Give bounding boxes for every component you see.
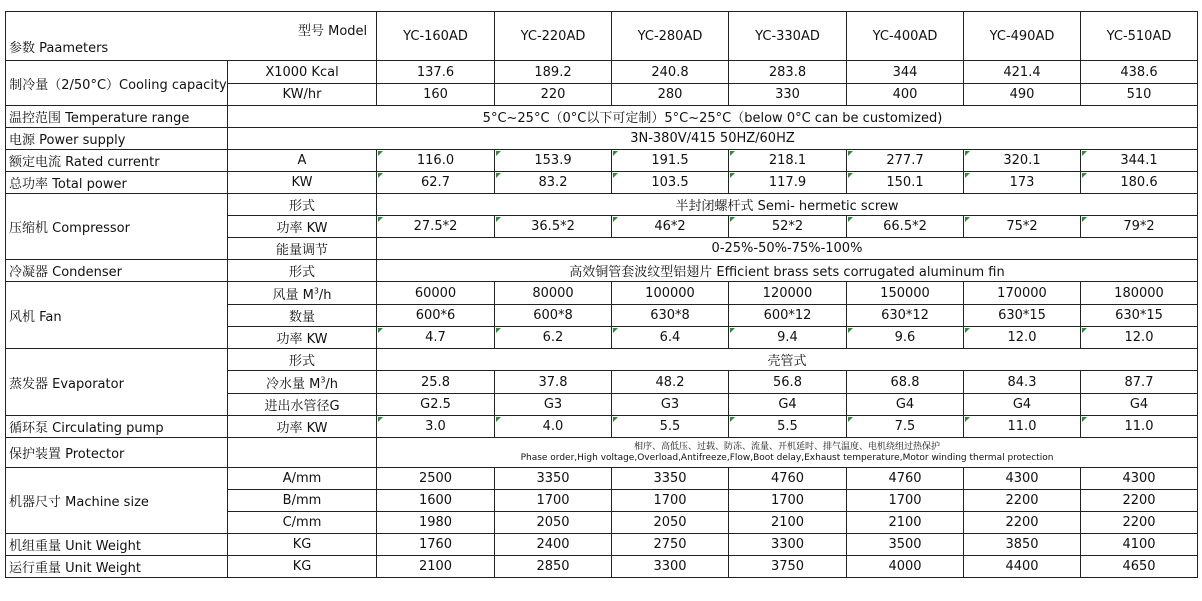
value-cell: 4760 bbox=[847, 468, 964, 490]
value-cell: 100000 bbox=[612, 282, 729, 305]
value-cell: 3350 bbox=[495, 468, 612, 490]
value-cell: 87.7 bbox=[1081, 371, 1198, 394]
unit-suffix: /h bbox=[318, 287, 332, 303]
value-cell: 75*2 bbox=[964, 216, 1081, 238]
value-cell: 2200 bbox=[964, 512, 1081, 534]
value-cell: 2100 bbox=[729, 512, 847, 534]
value-cell: 27.5*2 bbox=[377, 216, 495, 238]
value-cell: 116.0 bbox=[377, 150, 495, 172]
value-cell: 52*2 bbox=[729, 216, 847, 238]
value-cell: 3350 bbox=[612, 468, 729, 490]
value-cell: 2050 bbox=[612, 512, 729, 534]
unit-label: C/mm bbox=[228, 512, 377, 534]
value-cell: 277.7 bbox=[847, 150, 964, 172]
fan-airflow-unit bbox=[228, 282, 377, 305]
value-cell: 153.9 bbox=[495, 150, 612, 172]
value-cell: 1760 bbox=[377, 534, 495, 556]
value-cell: 56.8 bbox=[729, 371, 847, 394]
protector-empty-unit bbox=[228, 438, 377, 468]
value-cell: 630*8 bbox=[612, 305, 729, 327]
value-cell: 1980 bbox=[377, 512, 495, 534]
value-cell: G4 bbox=[964, 394, 1081, 416]
model-name: YC-330AD bbox=[729, 12, 847, 61]
value-cell: 600*6 bbox=[377, 305, 495, 327]
value-cell: 3.0 bbox=[377, 416, 495, 438]
value-cell: 4000 bbox=[847, 556, 964, 578]
value-cell: 150000 bbox=[847, 282, 964, 305]
value-cell: 160 bbox=[377, 84, 495, 106]
value-cell: 9.4 bbox=[729, 327, 847, 349]
total-power-row bbox=[6, 172, 1198, 194]
params-label: 参数 Paameters bbox=[9, 41, 109, 56]
value-cell: 66.5*2 bbox=[847, 216, 964, 238]
value-cell: 11.0 bbox=[1081, 416, 1198, 438]
model-label: 型号 Model bbox=[298, 24, 368, 39]
unit-text: 风量 M bbox=[272, 287, 314, 303]
value-cell: 4300 bbox=[1081, 468, 1198, 490]
total-power-label: 总功率 Total power bbox=[6, 172, 228, 194]
compressor-row bbox=[6, 194, 1198, 216]
unit-label: X1000 Kcal bbox=[228, 61, 377, 84]
power-supply-row bbox=[6, 128, 1198, 150]
value-cell: G4 bbox=[1081, 394, 1198, 416]
value-cell: 191.5 bbox=[612, 150, 729, 172]
value-cell: 218.1 bbox=[729, 150, 847, 172]
unit-label: 进出水管径G bbox=[228, 394, 377, 416]
value-cell: 4760 bbox=[729, 468, 847, 490]
cooling-row bbox=[6, 61, 1198, 84]
compressor-type: 半封闭螺杆式 Semi- hermetic screw bbox=[377, 194, 1198, 216]
unit-label: 能量调节 bbox=[228, 238, 377, 260]
value-cell: 240.8 bbox=[612, 61, 729, 84]
value-cell: 80000 bbox=[495, 282, 612, 305]
value-cell: 283.8 bbox=[729, 61, 847, 84]
value-cell: 4100 bbox=[1081, 534, 1198, 556]
protector-cn: 相序、高低压、过载、防冻、流量、开机延时、排气温度、电机绕组过热保护 bbox=[633, 441, 940, 452]
value-cell: 1600 bbox=[377, 490, 495, 512]
value-cell: 36.5*2 bbox=[495, 216, 612, 238]
value-cell: 2200 bbox=[1081, 512, 1198, 534]
value-cell: 117.9 bbox=[729, 172, 847, 194]
unit-label: KG bbox=[228, 556, 377, 578]
value-cell: 1700 bbox=[495, 490, 612, 512]
condenser-type: 高效铜管套波纹型铝翅片 Efficient brass sets corrugated aluminum fin bbox=[377, 260, 1198, 282]
unit-label: 形式 bbox=[228, 194, 377, 216]
value-cell: 421.4 bbox=[964, 61, 1081, 84]
evaporator-row bbox=[6, 349, 1198, 371]
value-cell: 630*15 bbox=[964, 305, 1081, 327]
compressor-energy: 0-25%-50%-75%-100% bbox=[377, 238, 1198, 260]
value-cell: 180.6 bbox=[1081, 172, 1198, 194]
value-cell: 400 bbox=[847, 84, 964, 106]
value-cell: G4 bbox=[847, 394, 964, 416]
value-cell: 12.0 bbox=[1081, 327, 1198, 349]
value-cell: 120000 bbox=[729, 282, 847, 305]
value-cell: 2750 bbox=[612, 534, 729, 556]
unit-label: 形式 bbox=[228, 349, 377, 371]
value-cell: 438.6 bbox=[1081, 61, 1198, 84]
unit-weight-label: 机组重量 Unit Weight bbox=[6, 534, 228, 556]
value-cell: 2100 bbox=[847, 512, 964, 534]
model-name: YC-160AD bbox=[377, 12, 495, 61]
protector-label: 保护装置 Protector bbox=[6, 438, 228, 468]
protector-value bbox=[377, 438, 1198, 468]
unit-weight-row bbox=[6, 534, 1198, 556]
value-cell: 2400 bbox=[495, 534, 612, 556]
header-corner bbox=[6, 12, 377, 61]
temp-range-value: 5°C~25°C（0°C以下可定制）5°C~25°C（below 0°C can be customized) bbox=[228, 106, 1198, 128]
value-cell: 150.1 bbox=[847, 172, 964, 194]
value-cell: 62.7 bbox=[377, 172, 495, 194]
value-cell: 2500 bbox=[377, 468, 495, 490]
value-cell: 6.4 bbox=[612, 327, 729, 349]
header-row bbox=[6, 12, 1198, 61]
value-cell: 2200 bbox=[1081, 490, 1198, 512]
unit-label: 功率 KW bbox=[228, 327, 377, 349]
value-cell: 510 bbox=[1081, 84, 1198, 106]
value-cell: 12.0 bbox=[964, 327, 1081, 349]
unit-suffix: /h bbox=[325, 376, 339, 392]
value-cell: 4.7 bbox=[377, 327, 495, 349]
compressor-label: 压缩机 Compressor bbox=[6, 194, 228, 260]
value-cell: 600*12 bbox=[729, 305, 847, 327]
value-cell: 4.0 bbox=[495, 416, 612, 438]
model-name: YC-510AD bbox=[1081, 12, 1198, 61]
value-cell: 280 bbox=[612, 84, 729, 106]
value-cell: 3750 bbox=[729, 556, 847, 578]
run-weight-row bbox=[6, 556, 1198, 578]
value-cell: 4650 bbox=[1081, 556, 1198, 578]
value-cell: 1700 bbox=[612, 490, 729, 512]
unit-text: 冷水量 M bbox=[265, 376, 321, 392]
value-cell: 4400 bbox=[964, 556, 1081, 578]
value-cell: 46*2 bbox=[612, 216, 729, 238]
value-cell: 173 bbox=[964, 172, 1081, 194]
value-cell: 25.8 bbox=[377, 371, 495, 394]
value-cell: 630*12 bbox=[847, 305, 964, 327]
value-cell: 3500 bbox=[847, 534, 964, 556]
value-cell: 344 bbox=[847, 61, 964, 84]
condenser-row bbox=[6, 260, 1198, 282]
spec-sheet bbox=[5, 11, 1197, 578]
unit-label: 形式 bbox=[228, 260, 377, 282]
value-cell: 79*2 bbox=[1081, 216, 1198, 238]
value-cell: 490 bbox=[964, 84, 1081, 106]
value-cell: 137.6 bbox=[377, 61, 495, 84]
value-cell: 320.1 bbox=[964, 150, 1081, 172]
value-cell: 84.3 bbox=[964, 371, 1081, 394]
unit-label: 功率 KW bbox=[228, 216, 377, 238]
unit-label: 功率 KW bbox=[228, 416, 377, 438]
value-cell: 189.2 bbox=[495, 61, 612, 84]
protector-en: Phase order,High voltage,Overload,Antifreeze,Flow,Boot delay,Exhaust temperature,Motor winding thermal protection bbox=[520, 452, 1054, 463]
value-cell: 5.5 bbox=[729, 416, 847, 438]
model-name: YC-220AD bbox=[495, 12, 612, 61]
rated-current-row bbox=[6, 150, 1198, 172]
pump-row bbox=[6, 416, 1198, 438]
unit-label: B/mm bbox=[228, 490, 377, 512]
model-name: YC-280AD bbox=[612, 12, 729, 61]
cooling-label: 制冷量（2/50°C）Cooling capacity bbox=[6, 61, 228, 106]
unit-label: KW bbox=[228, 172, 377, 194]
unit-superscript: 3 bbox=[313, 286, 319, 296]
value-cell: 11.0 bbox=[964, 416, 1081, 438]
value-cell: 48.2 bbox=[612, 371, 729, 394]
value-cell: 630*15 bbox=[1081, 305, 1198, 327]
unit-label: A/mm bbox=[228, 468, 377, 490]
value-cell: 2200 bbox=[964, 490, 1081, 512]
value-cell: G2.5 bbox=[377, 394, 495, 416]
value-cell: 2850 bbox=[495, 556, 612, 578]
value-cell: 3850 bbox=[964, 534, 1081, 556]
value-cell: 1700 bbox=[729, 490, 847, 512]
temp-range-label: 温控范围 Temperature range bbox=[6, 106, 228, 128]
value-cell: 3300 bbox=[729, 534, 847, 556]
value-cell: 220 bbox=[495, 84, 612, 106]
power-supply-value: 3N-380V/415 50HZ/60HZ bbox=[228, 128, 1198, 150]
unit-superscript: 3 bbox=[320, 375, 326, 385]
value-cell: 68.8 bbox=[847, 371, 964, 394]
unit-label: A bbox=[228, 150, 377, 172]
fan-row bbox=[6, 282, 1198, 305]
value-cell: 180000 bbox=[1081, 282, 1198, 305]
value-cell: 330 bbox=[729, 84, 847, 106]
value-cell: 83.2 bbox=[495, 172, 612, 194]
value-cell: 600*8 bbox=[495, 305, 612, 327]
value-cell: 7.5 bbox=[847, 416, 964, 438]
value-cell: 3300 bbox=[612, 556, 729, 578]
value-cell: G4 bbox=[729, 394, 847, 416]
power-supply-label: 电源 Power supply bbox=[6, 128, 228, 150]
temp-range-row bbox=[6, 106, 1198, 128]
value-cell: 2100 bbox=[377, 556, 495, 578]
size-label: 机器尺寸 Machine size bbox=[6, 468, 228, 534]
evaporator-type: 壳管式 bbox=[377, 349, 1198, 371]
value-cell: 344.1 bbox=[1081, 150, 1198, 172]
model-name: YC-490AD bbox=[964, 12, 1081, 61]
value-cell: 1700 bbox=[847, 490, 964, 512]
value-cell: 37.8 bbox=[495, 371, 612, 394]
evaporator-label: 蒸发器 Evaporator bbox=[6, 349, 228, 416]
value-cell: 5.5 bbox=[612, 416, 729, 438]
run-weight-label: 运行重量 Unit Weight bbox=[6, 556, 228, 578]
value-cell: 2050 bbox=[495, 512, 612, 534]
value-cell: G3 bbox=[495, 394, 612, 416]
value-cell: 4300 bbox=[964, 468, 1081, 490]
size-row bbox=[6, 468, 1198, 490]
value-cell: 170000 bbox=[964, 282, 1081, 305]
condenser-label: 冷凝器 Condenser bbox=[6, 260, 228, 282]
unit-label: KG bbox=[228, 534, 377, 556]
pump-label: 循环泵 Circulating pump bbox=[6, 416, 228, 438]
evaporator-flow-unit bbox=[228, 371, 377, 394]
model-name: YC-400AD bbox=[847, 12, 964, 61]
unit-label: 数量 bbox=[228, 305, 377, 327]
protector-row bbox=[6, 438, 1198, 468]
rated-current-label: 额定电流 Rated currentr bbox=[6, 150, 228, 172]
value-cell: 9.6 bbox=[847, 327, 964, 349]
value-cell: 103.5 bbox=[612, 172, 729, 194]
value-cell: 60000 bbox=[377, 282, 495, 305]
value-cell: G3 bbox=[612, 394, 729, 416]
fan-label: 风机 Fan bbox=[6, 282, 228, 349]
spec-table bbox=[5, 11, 1198, 578]
value-cell: 6.2 bbox=[495, 327, 612, 349]
unit-label: KW/hr bbox=[228, 84, 377, 106]
